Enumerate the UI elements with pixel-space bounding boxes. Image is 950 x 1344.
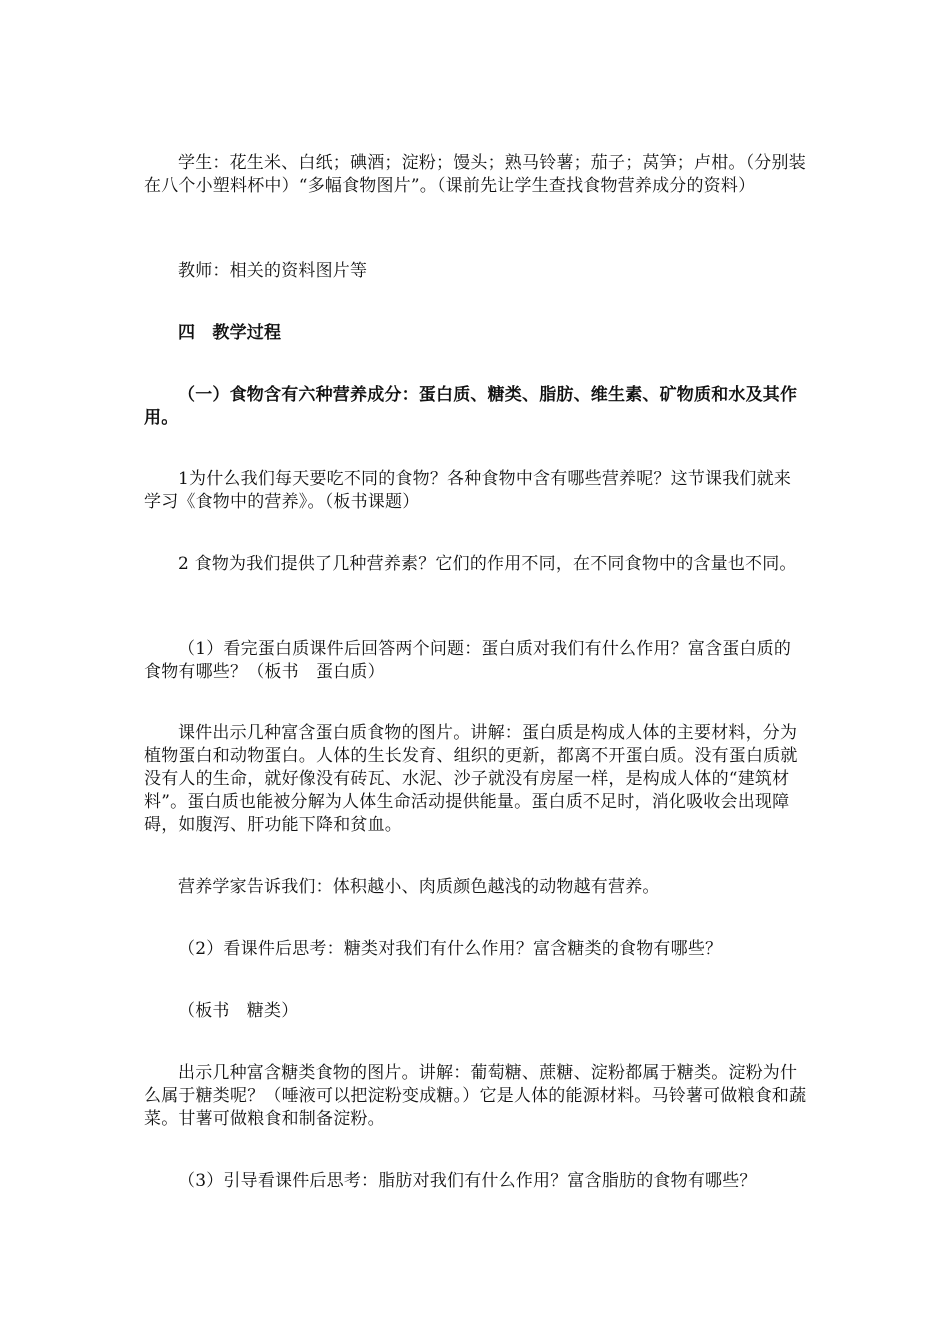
materials-teacher-paragraph: 教师：相关的资料图片等: [178, 261, 368, 281]
fat-question-paragraph: （3）引导看课件后思考：脂肪对我们有什么作用？富含脂肪的食物有哪些？: [178, 1171, 757, 1191]
carbohydrate-question-paragraph: （2）看课件后思考：糖类对我们有什么作用？富含糖类的食物有哪些？: [178, 939, 723, 959]
protein-explanation-paragraph: 课件出示几种富含蛋白质食物的图片。讲解：蛋白质是构成人体的主要材料，分为植物蛋白和动物蛋白。人体的生长发育、组织的更新，都离不开蛋白质。没有蛋白质就没有人的生命，就好像没有砖瓦、水泥、沙子就没有房屋一样，是构成人体的“建筑材料”。蛋白质也能被分解为人体生命活动提供能量。蛋白质不足时，消化吸收会出现障碍，如腹泻、肝功能下降和贫血。: [144, 723, 798, 835]
step-1-paragraph: 1为什么我们每天要吃不同的食物？各种食物中含有哪些营养呢？这节课我们就来学习《食物中的营养》。（板书课题）: [144, 469, 792, 512]
step-2-paragraph: 2 食物为我们提供了几种营养素？它们的作用不同，在不同食物中的含量也不同。: [178, 554, 797, 574]
carbohydrate-explanation-paragraph: 出示几种富含糖类食物的图片。讲解：葡萄糖、蔗糖、淀粉都属于糖类。淀粉为什么属于糖类呢？（唾液可以把淀粉变成糖。）它是人体的能源材料。马铃薯可做粮食和蔬菜。甘薯可做粮食和制备淀粉。: [144, 1063, 807, 1129]
protein-question-paragraph: （1）看完蛋白质课件后回答两个问题：蛋白质对我们有什么作用？富含蛋白质的食物有哪些？（板书 蛋白质）: [144, 639, 792, 682]
section-heading: 四 教学过程: [178, 323, 282, 343]
nutritionist-note-paragraph: 营养学家告诉我们：体积越小、肉质颜色越浅的动物越有营养。: [178, 877, 660, 897]
materials-students-paragraph: 学生：花生米、白纸；碘酒；淀粉；馒头；熟马铃薯；茄子；莴笋；卢柑。（分别装在八个小塑料杯中）“多幅食物图片”。（课前先让学生查找食物营养成分的资料）: [144, 153, 806, 196]
subsection-heading: （一）食物含有六种营养成分：蛋白质、糖类、脂肪、维生素、矿物质和水及其作用。: [144, 385, 798, 428]
carbohydrate-board-note: （板书 糖类）: [178, 1001, 299, 1021]
